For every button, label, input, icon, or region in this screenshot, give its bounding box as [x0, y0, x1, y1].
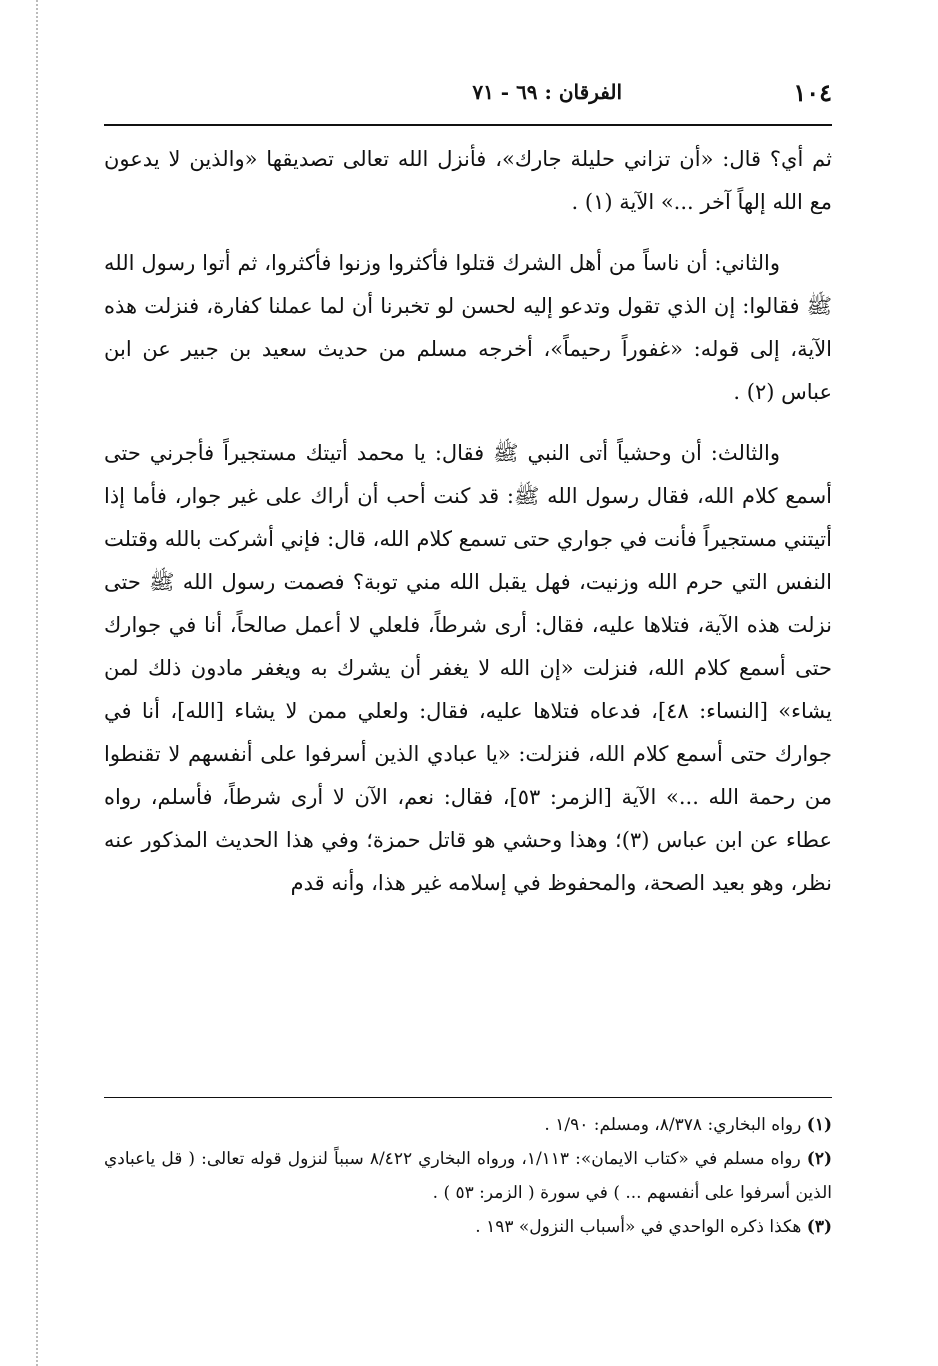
running-head: الفرقان : ٦٩ - ٧١	[472, 80, 622, 104]
footnote-number: (٢)	[806, 1149, 832, 1169]
footnotes	[104, 1108, 832, 1244]
page-header	[104, 78, 832, 114]
header-rule	[104, 124, 832, 126]
paragraph-3: والثالث: أن وحشياً أتى النبي ﷺ فقال: يا محمد أتيتك مستجيراً فأجرني حتى أسمع كلام الله، فقال رسول الله ﷺ: قد كنت أحب أن أراك على غير جوار، فأما إذا أتيتني مستجيراً فأنت في جواري حتى تسمع كلام الله، قال: فإني أشركت بالله وقتلت النفس التي حرم الله وزنيت، فهل يقبل الله مني توبة؟ فصمت رسول الله ﷺ حتى نزلت هذه الآية، فتلاها عليه، فقال: أرى شرطاً، فلعلي لا أعمل صالحاً، أنا في جوارك حتى أسمع كلام الله، فنزلت «إن الله لا يغفر أن يشرك به ويغفر مادون ذلك لمن يشاء» [النساء: ٤٨]، فدعاه فتلاها عليه، فقال: ولعلي ممن لا يشاء [الله]، أنا في جوارك حتى أسمع كلام الله، فنزلت: «يا عبادي الذين أسرفوا على أنفسهم لا تقنطوا من رحمة الله ...» الآية [الزمر: ٥٣]، فقال: نعم، الآن لا أرى شرطاً، فأسلم، رواه عطاء عن ابن عباس (٣)؛ وهذا وحشي هو قاتل حمزة؛ وفي هذا الحديث المذكور عنه نظر، وهو بعيد الصحة، والمحفوظ في إسلامه غير هذا، وأنه قدم	[104, 441, 832, 895]
main-text	[104, 138, 832, 905]
page-number: ١٠٤	[793, 78, 832, 107]
footnote-2	[104, 1142, 832, 1210]
footnote-text: هكذا ذكره الواحدي في «أسباب النزول» ١٩٣ .	[475, 1217, 802, 1237]
footnote-rule	[104, 1097, 832, 1098]
footnote-number: (٣)	[806, 1217, 832, 1237]
footnote-text: رواه مسلم في «كتاب الايمان»: ١/١١٣، ورواه البخاري ٨/٤٢٢ سبباً لنزول قوله تعالى: ( قل ياعبادي الذين أسرفوا على أنفسهم ... ) في سورة ( الزمر: ٥٣ ) .	[104, 1149, 832, 1203]
binding-gutter	[0, 0, 38, 1366]
paragraph-2: والثاني: أن ناساً من أهل الشرك قتلوا فأكثروا وزنوا فأكثروا، ثم أتوا رسول الله ﷺ فقالوا: إن الذي تقول وتدعو إليه لحسن لو تخبرنا أن لما عملنا كفارة، فنزلت هذه الآية، إلى قوله: «غفوراً رحيماً»، أخرجه مسلم من حديث سعيد بن جبير عن ابن عباس (٢) .	[104, 251, 832, 404]
footnote-1	[104, 1108, 832, 1142]
footnote-text: رواه البخاري: ٨/٣٧٨، ومسلم: ١/٩٠ .	[544, 1115, 802, 1135]
footnote-3	[104, 1210, 832, 1244]
paragraph-1: ثم أي؟ قال: «أن تزاني حليلة جارك»، فأنزل الله تعالى تصديقها «والذين لا يدعون مع الله إلهاً آخر ...» الآية (١) .	[104, 147, 832, 214]
footnote-number: (١)	[806, 1115, 832, 1135]
